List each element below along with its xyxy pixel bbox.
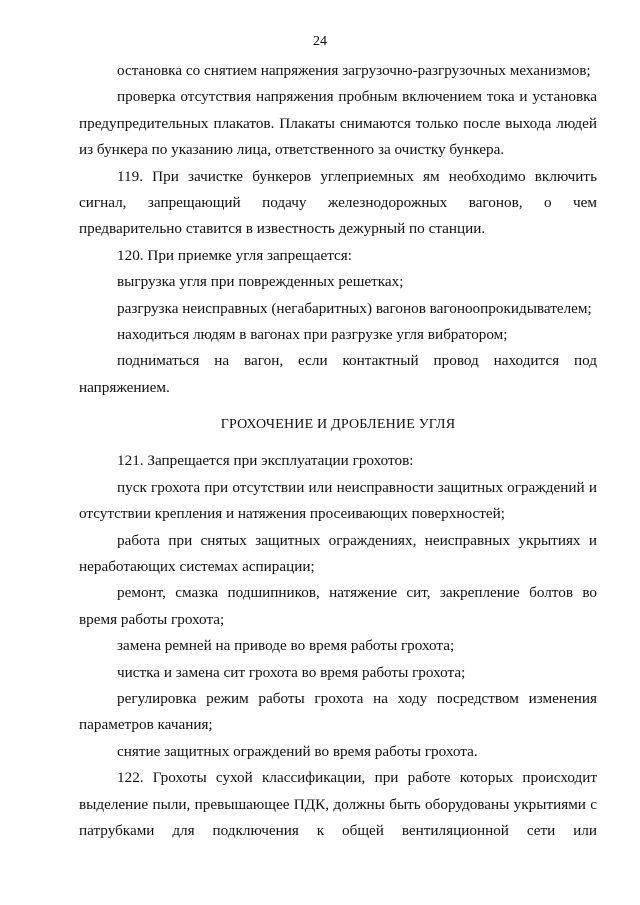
paragraph: чистка и замена сит грохота во время работы грохота; — [117, 663, 466, 681]
paragraph: 122. Грохоты сухой классификации, при работе которых происходит выделение пыли, превышающее ПДК, должны быть оборудованы укрытиями с патрубками для подключения к общей вентиляционной сети или — [79, 769, 597, 839]
paragraph: 121. Запрещается при эксплуатации грохотов: — [117, 452, 414, 470]
paragraph: 120. При приемке угля запрещается: — [117, 246, 352, 264]
section-heading: ГРОХОЧЕНИЕ И ДРОБЛЕНИЕ УГЛЯ — [220, 417, 456, 433]
paragraph: пуск грохота при отсутствии или неисправности защитных ограждений и отсутствии крепления и натяжения просеивающих поверхностей; — [79, 478, 597, 523]
paragraph: подниматься на вагон, если контактный провод находится под напряжением. — [79, 352, 597, 396]
paragraph: выгрузка угля при поврежденных решетках; — [117, 273, 404, 291]
paragraph: ремонт, смазка подшипников, натяжение сит, закрепление болтов во время работы грохота; — [79, 584, 597, 628]
paragraph: снятие защитных ограждений во время работы грохота. — [117, 742, 478, 760]
paragraph: 119. При зачистке бункеров углеприемных ям необходимо включить сигнал, запрещающий подачу железнодорожных вагонов, о чем предварительно ставится в известность дежурный по станции. — [79, 167, 597, 238]
paragraph: работа при снятых защитных ограждениях, неисправных укрытиях и неработающих системах аспирации; — [79, 531, 597, 575]
paragraph: проверка отсутствия напряжения пробным включением тока и установка предупредительных плакатов. Плакаты снимаются только после выхода людей из бункера по указанию лица, ответственного за очистку бункера. — [79, 88, 597, 159]
paragraph: регулировка режим работы грохота на ходу посредством изменения параметров качания; — [79, 689, 597, 734]
document-body — [79, 58, 597, 844]
paragraph: остановка со снятием напряжения загрузочно-разгрузочных механизмов; — [117, 62, 591, 79]
paragraph: замена ремней на приводе во время работы грохота; — [117, 637, 455, 655]
paragraph: разгрузка неисправных (негабаритных) вагонов вагоноопрокидывателем; — [117, 299, 592, 317]
paragraph: находиться людям в вагонах при разгрузке угля вибратором; — [117, 326, 508, 344]
page-number: 24 — [313, 34, 327, 49]
